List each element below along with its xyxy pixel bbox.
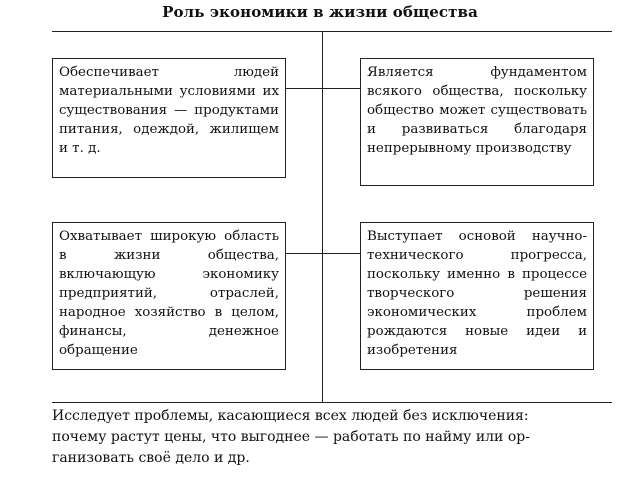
box-wide-area bbox=[52, 222, 286, 370]
bottom-statement-line-1: Исследует проблемы, касающиеся всех людей без исключения: bbox=[52, 408, 529, 424]
connector-top-left bbox=[284, 88, 322, 89]
box-material-conditions bbox=[52, 58, 286, 178]
bottom-horizontal-line bbox=[52, 402, 612, 403]
connector-bottom-left bbox=[284, 253, 322, 254]
top-horizontal-line bbox=[52, 31, 612, 32]
center-vertical-line bbox=[322, 31, 323, 403]
box-scientific-progress bbox=[360, 222, 594, 370]
box-society-foundation bbox=[360, 58, 594, 186]
box-society-foundation-text: Является фундаментом всякого общества, поскольку общество может существовать и развиваться благодаря непрерывному производству bbox=[367, 65, 587, 156]
box-scientific-progress-text: Выступает основой научно-технического прогресса, поскольку именно в процессе творческого решения экономических проблем рождаются новые идеи и изобретения bbox=[367, 229, 587, 358]
bottom-statement bbox=[52, 406, 612, 469]
diagram-title: Роль экономики в жизни общества bbox=[162, 3, 478, 21]
connector-bottom-right bbox=[322, 253, 362, 254]
connector-top-right bbox=[322, 88, 362, 89]
bottom-statement-line-3: ганизовать своё дело и др. bbox=[52, 450, 250, 466]
box-material-conditions-text: Обеспечивает людей материальными условиями их существования — продуктами питания, одеждой, жилищем и т. д. bbox=[59, 65, 279, 156]
box-wide-area-text: Охватывает широкую область в жизни общества, включающую экономику предприятий, отраслей, народное хозяйство в целом, финансы, денежное обращение bbox=[59, 229, 279, 358]
bottom-statement-line-2: почему растут цены, что выгоднее — работать по найму или ор- bbox=[52, 429, 530, 445]
